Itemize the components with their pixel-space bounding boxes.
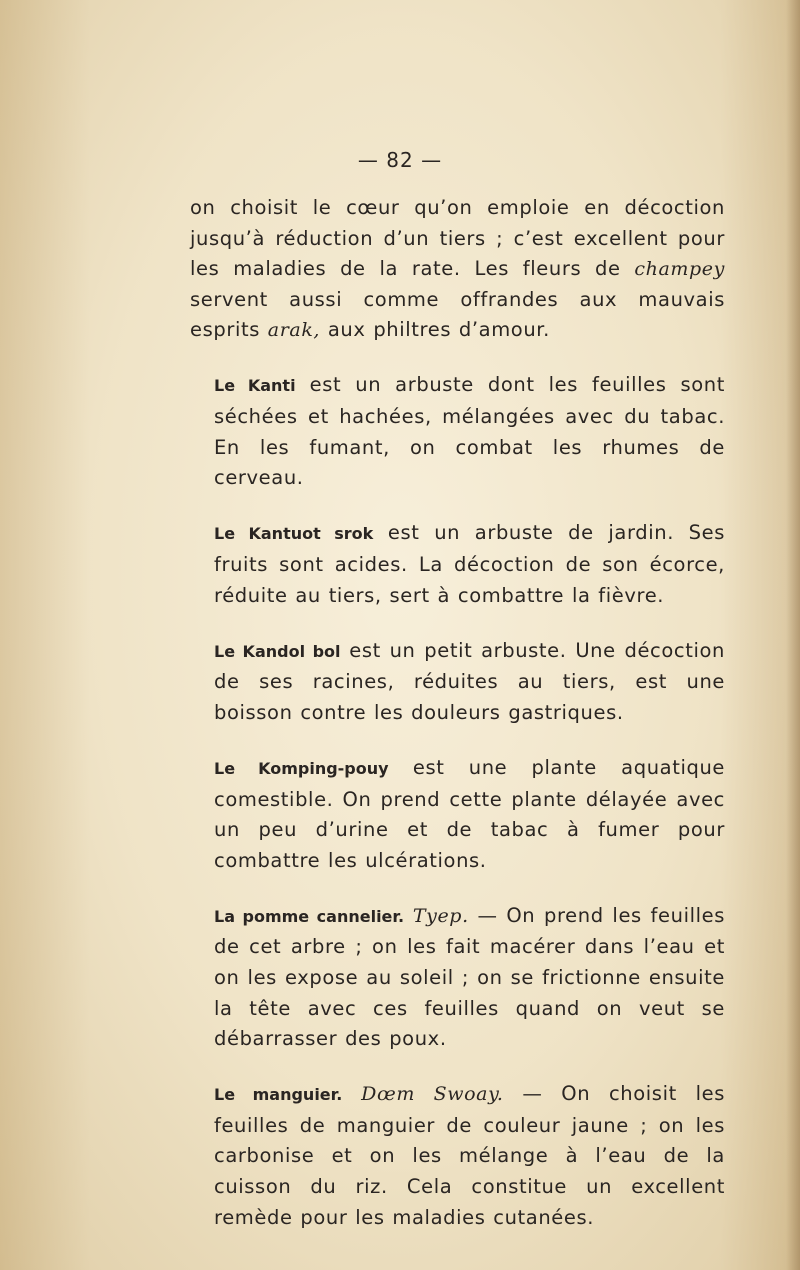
- paragraph-komping-pouy: [190, 753, 725, 876]
- italic-term: champey: [634, 258, 725, 281]
- paragraph-text: — On prend les feuilles de cet arbre ; on les fait macérer dans l’eau et on les expose au soleil ; on se frictionne ensuite la tête avec ces feuilles quand on veut se débarrasser des poux.: [214, 903, 725, 1051]
- paragraph-kantuot-srok: [190, 518, 725, 611]
- paragraph-text: est un petit arbuste. Une décoction de ses racines, réduites au tiers, est une boisson contre les douleurs gastriques.: [214, 638, 725, 724]
- paragraph-manguier: [190, 1079, 725, 1233]
- italic-term: Tyep.: [412, 904, 469, 927]
- plant-name: La pomme cannelier.: [214, 906, 405, 926]
- paragraph-kanti: [190, 370, 725, 493]
- paragraph-text: est un arbuste de jardin. Ses fruits sont acides. La décoction de son écorce, réduite au tiers, sert à combattre la fièvre.: [214, 521, 725, 607]
- plant-name: Le Kantuot srok: [214, 524, 374, 544]
- paragraph-kandol-bol: [190, 636, 725, 729]
- plant-name: Le Kandol bol: [214, 641, 341, 661]
- paragraph-text: servent aussi comme offrandes aux mauvais esprits: [190, 287, 725, 342]
- italic-term: Dœm Swoay.: [361, 1083, 504, 1106]
- text-column: [190, 193, 725, 1233]
- plant-name: Le Komping-pouy: [214, 758, 389, 778]
- paragraph-text: aux philtres d’amour.: [320, 318, 550, 342]
- paragraph-text: est un arbuste dont les feuilles sont séchées et hachées, mélangées avec du tabac. En les fumant, on combat les rhumes de cerveau.: [214, 373, 726, 490]
- page-edge-shadow: [786, 0, 800, 1270]
- plant-name: Le Kanti: [214, 376, 296, 396]
- paragraph-pomme-cannelier: [190, 901, 725, 1055]
- paragraph-text: on choisit le cœur qu’on emploie en décoction jusqu’à réduction d’un tiers ; c’est excellent pour les maladies de la rate. Les fleurs de: [190, 196, 725, 281]
- page-number: — 82 —: [357, 148, 443, 172]
- paragraph-text: — On choisit les feuilles de manguier de couleur jaune ; on les carbonise et on les mélange à l’eau de la cuisson du riz. Cela constitue un excellent remède pour les maladies cutanées.: [214, 1082, 726, 1229]
- paragraph-rate: [190, 193, 725, 346]
- paragraph-text: est une plante aquatique comestible. On prend cette plante délayée avec un peu d’urine et de tabac à fumer pour combattre les ulcérations.: [214, 755, 725, 872]
- italic-term: arak,: [267, 319, 321, 342]
- plant-name: Le manguier.: [214, 1085, 343, 1105]
